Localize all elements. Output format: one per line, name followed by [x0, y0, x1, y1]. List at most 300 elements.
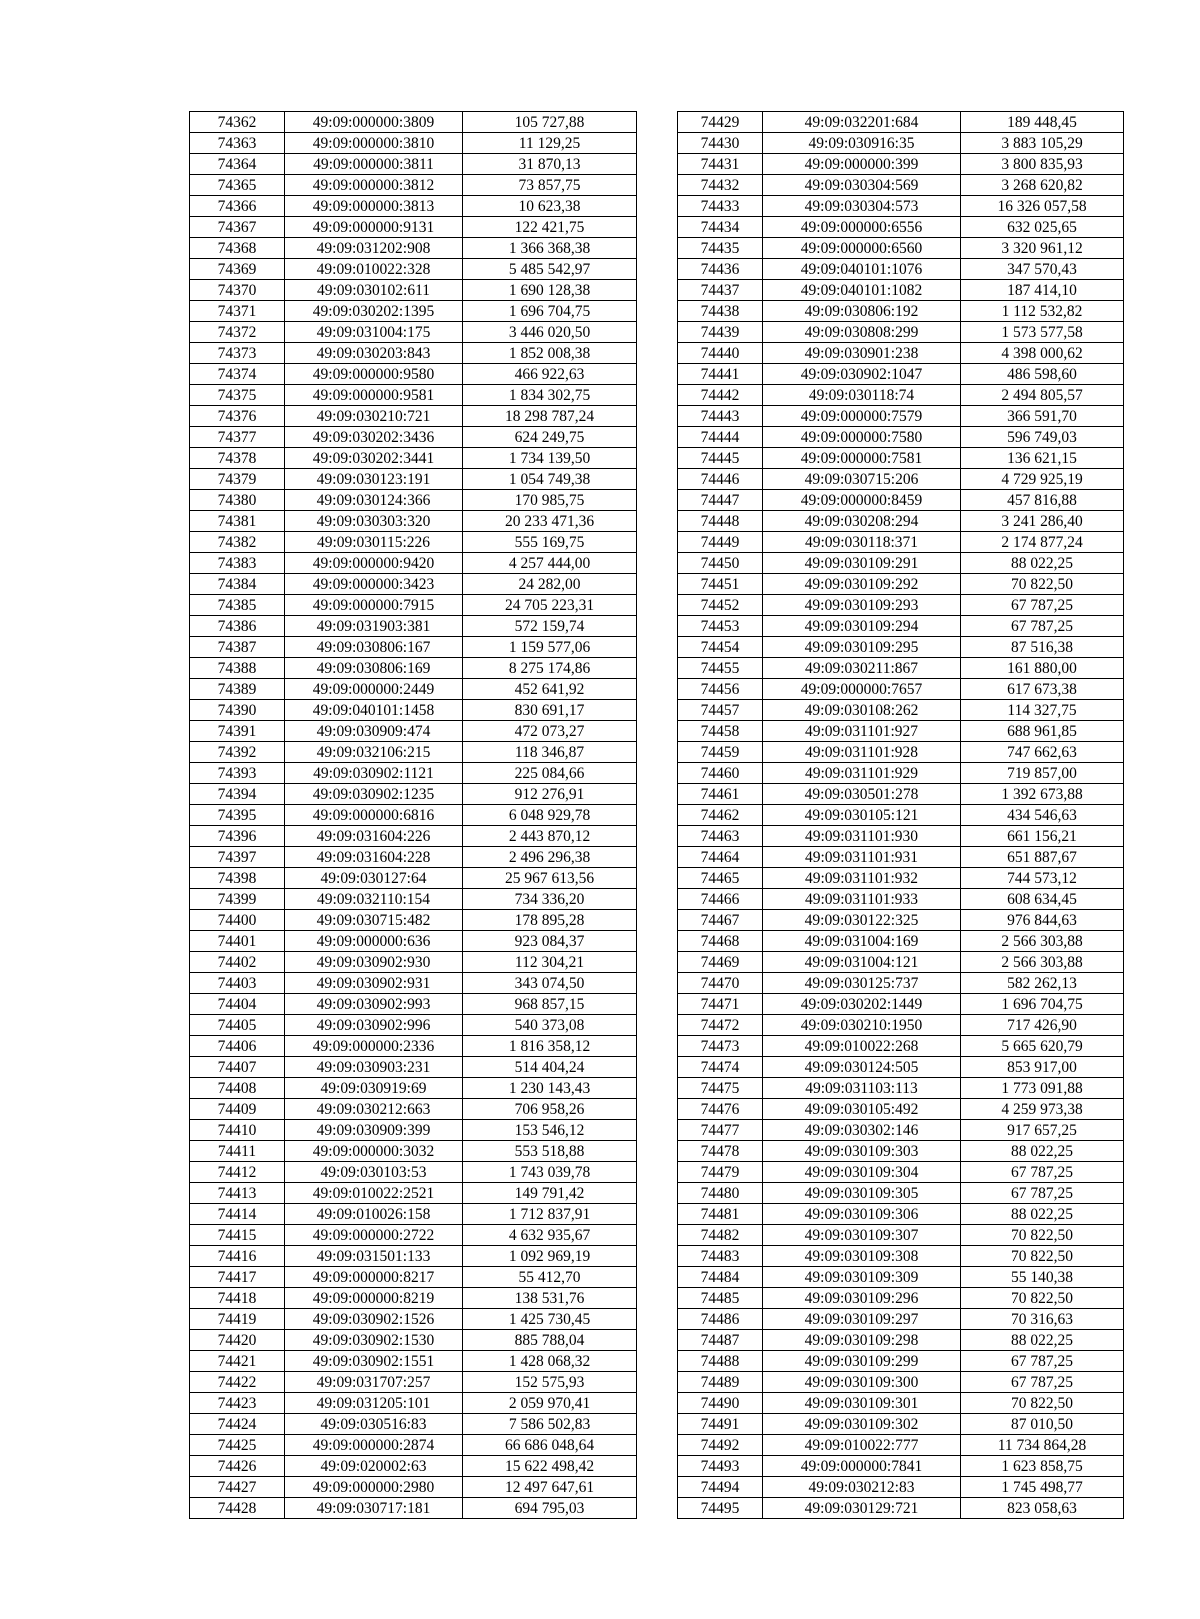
value-amount-cell: 457 816,88 — [961, 490, 1124, 511]
value-amount-cell: 67 787,25 — [961, 616, 1124, 637]
cadastral-number-cell: 49:09:030715:206 — [763, 469, 961, 490]
value-amount-cell: 596 749,03 — [961, 427, 1124, 448]
cadastral-number-cell: 49:09:010022:777 — [763, 1435, 961, 1456]
row-number-cell: 74473 — [678, 1036, 763, 1057]
row-number-cell: 74489 — [678, 1372, 763, 1393]
value-amount-cell: 88 022,25 — [961, 1204, 1124, 1225]
table-row — [190, 280, 637, 301]
row-number-cell: 74388 — [190, 658, 285, 679]
cadastral-number-cell: 49:09:000000:8459 — [763, 490, 961, 511]
row-number-cell: 74462 — [678, 805, 763, 826]
row-number-cell: 74461 — [678, 784, 763, 805]
table-row — [678, 1183, 1124, 1204]
value-amount-cell: 1 745 498,77 — [961, 1477, 1124, 1498]
value-amount-cell: 912 276,91 — [463, 784, 637, 805]
row-number-cell: 74365 — [190, 175, 285, 196]
cadastral-number-cell: 49:09:030902:1121 — [285, 763, 463, 784]
table-row — [678, 616, 1124, 637]
value-amount-cell: 20 233 471,36 — [463, 511, 637, 532]
table-row — [190, 1456, 637, 1477]
table-row — [190, 1372, 637, 1393]
value-amount-cell: 3 320 961,12 — [961, 238, 1124, 259]
value-amount-cell: 976 844,63 — [961, 910, 1124, 931]
row-number-cell: 74420 — [190, 1330, 285, 1351]
row-number-cell: 74451 — [678, 574, 763, 595]
row-number-cell: 74449 — [678, 532, 763, 553]
cadastral-number-cell: 49:09:030129:721 — [763, 1498, 961, 1519]
row-number-cell: 74453 — [678, 616, 763, 637]
cadastral-number-cell: 49:09:030109:309 — [763, 1267, 961, 1288]
value-amount-cell: 2 174 877,24 — [961, 532, 1124, 553]
table-row — [190, 637, 637, 658]
value-amount-cell: 366 591,70 — [961, 406, 1124, 427]
value-amount-cell: 885 788,04 — [463, 1330, 637, 1351]
value-amount-cell: 5 485 542,97 — [463, 259, 637, 280]
cadastral-number-cell: 49:09:030901:238 — [763, 343, 961, 364]
value-amount-cell: 1 112 532,82 — [961, 301, 1124, 322]
table-row — [678, 952, 1124, 973]
table-row — [678, 973, 1124, 994]
table-row — [678, 133, 1124, 154]
value-amount-cell: 149 791,42 — [463, 1183, 637, 1204]
table-row — [190, 1015, 637, 1036]
table-row — [678, 490, 1124, 511]
table-row — [190, 658, 637, 679]
row-number-cell: 74370 — [190, 280, 285, 301]
table-row — [678, 1078, 1124, 1099]
value-amount-cell: 3 800 835,93 — [961, 154, 1124, 175]
row-number-cell: 74443 — [678, 406, 763, 427]
row-number-cell: 74378 — [190, 448, 285, 469]
row-number-cell: 74459 — [678, 742, 763, 763]
table-row — [678, 217, 1124, 238]
cadastral-number-cell: 49:09:030105:121 — [763, 805, 961, 826]
table-row — [190, 952, 637, 973]
cadastral-number-cell: 49:09:031101:933 — [763, 889, 961, 910]
table-row — [678, 994, 1124, 1015]
row-number-cell: 74415 — [190, 1225, 285, 1246]
value-amount-cell: 170 985,75 — [463, 490, 637, 511]
row-number-cell: 74429 — [678, 112, 763, 133]
row-number-cell: 74412 — [190, 1162, 285, 1183]
value-amount-cell: 88 022,25 — [961, 553, 1124, 574]
table-row — [190, 1162, 637, 1183]
row-number-cell: 74426 — [190, 1456, 285, 1477]
table-row — [190, 175, 637, 196]
value-amount-cell: 87 010,50 — [961, 1414, 1124, 1435]
table-row — [190, 553, 637, 574]
table-row — [678, 427, 1124, 448]
table-row — [190, 112, 637, 133]
row-number-cell: 74470 — [678, 973, 763, 994]
cadastral-number-cell: 49:09:030303:320 — [285, 511, 463, 532]
table-row — [678, 658, 1124, 679]
cadastral-number-cell: 49:09:031101:932 — [763, 868, 961, 889]
value-amount-cell: 747 662,63 — [961, 742, 1124, 763]
row-number-cell: 74437 — [678, 280, 763, 301]
table-row — [190, 595, 637, 616]
table-row — [190, 448, 637, 469]
cadastral-number-cell: 49:09:030902:1047 — [763, 364, 961, 385]
value-amount-cell: 114 327,75 — [961, 700, 1124, 721]
table-row — [678, 553, 1124, 574]
value-amount-cell: 1 230 143,43 — [463, 1078, 637, 1099]
cadastral-number-cell: 49:09:000000:9580 — [285, 364, 463, 385]
value-amount-cell: 1 366 368,38 — [463, 238, 637, 259]
table-row — [190, 154, 637, 175]
value-amount-cell: 67 787,25 — [961, 1351, 1124, 1372]
cadastral-number-cell: 49:09:030902:993 — [285, 994, 463, 1015]
value-amount-cell: 347 570,43 — [961, 259, 1124, 280]
row-number-cell: 74469 — [678, 952, 763, 973]
value-amount-cell: 1 834 302,75 — [463, 385, 637, 406]
cadastral-number-cell: 49:09:000000:636 — [285, 931, 463, 952]
cadastral-number-cell: 49:09:030212:663 — [285, 1099, 463, 1120]
table-row — [190, 679, 637, 700]
value-amount-cell: 105 727,88 — [463, 112, 637, 133]
value-amount-cell: 608 634,45 — [961, 889, 1124, 910]
value-amount-cell: 1 696 704,75 — [463, 301, 637, 322]
table-row — [678, 1414, 1124, 1435]
cadastral-number-cell: 49:09:030909:474 — [285, 721, 463, 742]
cadastral-number-cell: 49:09:030902:1235 — [285, 784, 463, 805]
row-number-cell: 74425 — [190, 1435, 285, 1456]
cadastral-number-cell: 49:09:000000:3032 — [285, 1141, 463, 1162]
cadastral-number-cell: 49:09:000000:8219 — [285, 1288, 463, 1309]
value-amount-cell: 3 241 286,40 — [961, 511, 1124, 532]
row-number-cell: 74481 — [678, 1204, 763, 1225]
value-amount-cell: 25 967 613,56 — [463, 868, 637, 889]
value-amount-cell: 18 298 787,24 — [463, 406, 637, 427]
value-amount-cell: 514 404,24 — [463, 1057, 637, 1078]
cadastral-number-cell: 49:09:000000:2722 — [285, 1225, 463, 1246]
cadastral-number-cell: 49:09:000000:7581 — [763, 448, 961, 469]
cadastral-number-cell: 49:09:000000:3809 — [285, 112, 463, 133]
row-number-cell: 74416 — [190, 1246, 285, 1267]
table-row — [678, 238, 1124, 259]
row-number-cell: 74413 — [190, 1183, 285, 1204]
table-row — [678, 679, 1124, 700]
value-amount-cell: 4 259 973,38 — [961, 1099, 1124, 1120]
table-row — [678, 763, 1124, 784]
row-number-cell: 74484 — [678, 1267, 763, 1288]
value-amount-cell: 31 870,13 — [463, 154, 637, 175]
cadastral-number-cell: 49:09:030109:301 — [763, 1393, 961, 1414]
cadastral-number-cell: 49:09:000000:399 — [763, 154, 961, 175]
cadastral-number-cell: 49:09:000000:3811 — [285, 154, 463, 175]
row-number-cell: 74445 — [678, 448, 763, 469]
cadastral-number-cell: 49:09:031604:226 — [285, 826, 463, 847]
cadastral-number-cell: 49:09:000000:3813 — [285, 196, 463, 217]
table-row — [190, 973, 637, 994]
row-number-cell: 74409 — [190, 1099, 285, 1120]
table-row — [190, 1309, 637, 1330]
table-row — [678, 721, 1124, 742]
cadastral-number-cell: 49:09:000000:2336 — [285, 1036, 463, 1057]
row-number-cell: 74393 — [190, 763, 285, 784]
table-row — [678, 1267, 1124, 1288]
row-number-cell: 74441 — [678, 364, 763, 385]
table-row — [190, 1435, 637, 1456]
table-row — [678, 1141, 1124, 1162]
cadastral-number-cell: 49:09:030202:3441 — [285, 448, 463, 469]
value-amount-cell: 225 084,66 — [463, 763, 637, 784]
row-number-cell: 74373 — [190, 343, 285, 364]
value-amount-cell: 1 573 577,58 — [961, 322, 1124, 343]
value-amount-cell: 11 734 864,28 — [961, 1435, 1124, 1456]
value-amount-cell: 823 058,63 — [961, 1498, 1124, 1519]
row-number-cell: 74418 — [190, 1288, 285, 1309]
cadastral-number-cell: 49:09:030122:325 — [763, 910, 961, 931]
row-number-cell: 74439 — [678, 322, 763, 343]
cadastral-number-cell: 49:09:030109:297 — [763, 1309, 961, 1330]
table-row — [190, 1246, 637, 1267]
cadastral-number-cell: 49:09:032201:684 — [763, 112, 961, 133]
row-number-cell: 74414 — [190, 1204, 285, 1225]
cadastral-number-cell: 49:09:000000:7580 — [763, 427, 961, 448]
row-number-cell: 74468 — [678, 931, 763, 952]
row-number-cell: 74494 — [678, 1477, 763, 1498]
cadastral-number-cell: 49:09:000000:9581 — [285, 385, 463, 406]
cadastral-number-cell: 49:09:030903:231 — [285, 1057, 463, 1078]
table-row — [678, 154, 1124, 175]
value-amount-cell: 6 048 929,78 — [463, 805, 637, 826]
row-number-cell: 74430 — [678, 133, 763, 154]
value-amount-cell: 617 673,38 — [961, 679, 1124, 700]
table-row — [678, 1246, 1124, 1267]
value-amount-cell: 719 857,00 — [961, 763, 1124, 784]
row-number-cell: 74383 — [190, 553, 285, 574]
cadastral-number-cell: 49:09:031101:929 — [763, 763, 961, 784]
cadastral-number-cell: 49:09:030102:611 — [285, 280, 463, 301]
row-number-cell: 74436 — [678, 259, 763, 280]
table-row — [678, 1204, 1124, 1225]
cadastral-number-cell: 49:09:030109:291 — [763, 553, 961, 574]
cadastral-number-cell: 49:09:030210:1950 — [763, 1015, 961, 1036]
value-amount-cell: 2 566 303,88 — [961, 952, 1124, 973]
value-amount-cell: 572 159,74 — [463, 616, 637, 637]
table-row — [190, 931, 637, 952]
row-number-cell: 74479 — [678, 1162, 763, 1183]
row-number-cell: 74477 — [678, 1120, 763, 1141]
cadastral-number-cell: 49:09:030109:308 — [763, 1246, 961, 1267]
value-amount-cell: 1 690 128,38 — [463, 280, 637, 301]
table-row — [190, 868, 637, 889]
value-amount-cell: 734 336,20 — [463, 889, 637, 910]
row-number-cell: 74367 — [190, 217, 285, 238]
table-row — [678, 322, 1124, 343]
row-number-cell: 74444 — [678, 427, 763, 448]
cadastral-number-cell: 49:09:010026:158 — [285, 1204, 463, 1225]
value-amount-cell: 1 159 577,06 — [463, 637, 637, 658]
row-number-cell: 74390 — [190, 700, 285, 721]
value-amount-cell: 1 734 139,50 — [463, 448, 637, 469]
cadastral-number-cell: 49:09:030127:64 — [285, 868, 463, 889]
value-amount-cell: 1 054 749,38 — [463, 469, 637, 490]
cadastral-number-cell: 49:09:040101:1458 — [285, 700, 463, 721]
table-row — [678, 574, 1124, 595]
table-row — [678, 1309, 1124, 1330]
row-number-cell: 74405 — [190, 1015, 285, 1036]
cadastral-number-cell: 49:09:030304:569 — [763, 175, 961, 196]
cadastral-number-cell: 49:09:030109:299 — [763, 1351, 961, 1372]
value-amount-cell: 1 696 704,75 — [961, 994, 1124, 1015]
value-amount-cell: 2 566 303,88 — [961, 931, 1124, 952]
cadastral-number-cell: 49:09:030202:1449 — [763, 994, 961, 1015]
row-number-cell: 74440 — [678, 343, 763, 364]
cadastral-number-cell: 49:09:030516:83 — [285, 1414, 463, 1435]
table-row — [678, 1330, 1124, 1351]
row-number-cell: 74382 — [190, 532, 285, 553]
cadastral-number-cell: 49:09:030902:930 — [285, 952, 463, 973]
cadastral-number-cell: 49:09:031004:175 — [285, 322, 463, 343]
table-row — [190, 217, 637, 238]
table-row — [678, 595, 1124, 616]
cadastral-number-cell: 49:09:032110:154 — [285, 889, 463, 910]
row-number-cell: 74377 — [190, 427, 285, 448]
cadastral-number-cell: 49:09:030109:296 — [763, 1288, 961, 1309]
value-amount-cell: 2 496 296,38 — [463, 847, 637, 868]
row-number-cell: 74495 — [678, 1498, 763, 1519]
row-number-cell: 74387 — [190, 637, 285, 658]
cadastral-table-right — [677, 111, 1124, 1519]
table-row — [190, 1351, 637, 1372]
table-row — [190, 343, 637, 364]
table-row — [190, 1330, 637, 1351]
row-number-cell: 74450 — [678, 553, 763, 574]
table-row — [678, 1372, 1124, 1393]
table-row — [678, 1477, 1124, 1498]
value-amount-cell: 5 665 620,79 — [961, 1036, 1124, 1057]
cadastral-number-cell: 49:09:030109:292 — [763, 574, 961, 595]
cadastral-number-cell: 49:09:030902:996 — [285, 1015, 463, 1036]
value-amount-cell: 717 426,90 — [961, 1015, 1124, 1036]
cadastral-number-cell: 49:09:031707:257 — [285, 1372, 463, 1393]
row-number-cell: 74364 — [190, 154, 285, 175]
row-number-cell: 74362 — [190, 112, 285, 133]
value-amount-cell: 70 822,50 — [961, 574, 1124, 595]
cadastral-number-cell: 49:09:000000:2874 — [285, 1435, 463, 1456]
row-number-cell: 74480 — [678, 1183, 763, 1204]
table-row — [190, 133, 637, 154]
cadastral-number-cell: 49:09:031101:930 — [763, 826, 961, 847]
cadastral-table-left-body — [190, 112, 637, 1519]
table-row — [190, 1141, 637, 1162]
cadastral-number-cell: 49:09:030916:35 — [763, 133, 961, 154]
table-row — [190, 1267, 637, 1288]
row-number-cell: 74482 — [678, 1225, 763, 1246]
cadastral-number-cell: 49:09:030806:192 — [763, 301, 961, 322]
table-row — [678, 385, 1124, 406]
table-row — [678, 196, 1124, 217]
row-number-cell: 74381 — [190, 511, 285, 532]
value-amount-cell: 88 022,25 — [961, 1330, 1124, 1351]
table-row — [678, 406, 1124, 427]
table-row — [678, 826, 1124, 847]
cadastral-number-cell: 49:09:000000:7915 — [285, 595, 463, 616]
value-amount-cell: 55 412,70 — [463, 1267, 637, 1288]
row-number-cell: 74448 — [678, 511, 763, 532]
table-row — [678, 532, 1124, 553]
value-amount-cell: 661 156,21 — [961, 826, 1124, 847]
cadastral-number-cell: 49:09:030501:278 — [763, 784, 961, 805]
table-row — [190, 1393, 637, 1414]
table-row — [678, 805, 1124, 826]
cadastral-number-cell: 49:09:020002:63 — [285, 1456, 463, 1477]
table-row — [190, 1099, 637, 1120]
row-number-cell: 74427 — [190, 1477, 285, 1498]
table-row — [678, 637, 1124, 658]
row-number-cell: 74432 — [678, 175, 763, 196]
value-amount-cell: 152 575,93 — [463, 1372, 637, 1393]
row-number-cell: 74464 — [678, 847, 763, 868]
value-amount-cell: 15 622 498,42 — [463, 1456, 637, 1477]
row-number-cell: 74467 — [678, 910, 763, 931]
cadastral-number-cell: 49:09:000000:2449 — [285, 679, 463, 700]
cadastral-number-cell: 49:09:000000:9131 — [285, 217, 463, 238]
row-number-cell: 74472 — [678, 1015, 763, 1036]
value-amount-cell: 694 795,03 — [463, 1498, 637, 1519]
cadastral-number-cell: 49:09:030124:366 — [285, 490, 463, 511]
cadastral-number-cell: 49:09:030909:399 — [285, 1120, 463, 1141]
table-row — [678, 1120, 1124, 1141]
cadastral-number-cell: 49:09:000000:6560 — [763, 238, 961, 259]
value-amount-cell: 118 346,87 — [463, 742, 637, 763]
cadastral-number-cell: 49:09:000000:3423 — [285, 574, 463, 595]
cadastral-number-cell: 49:09:000000:7657 — [763, 679, 961, 700]
value-amount-cell: 138 531,76 — [463, 1288, 637, 1309]
table-row — [678, 301, 1124, 322]
table-row — [190, 364, 637, 385]
table-row — [190, 784, 637, 805]
cadastral-number-cell: 49:09:031103:113 — [763, 1078, 961, 1099]
cadastral-number-cell: 49:09:030109:307 — [763, 1225, 961, 1246]
row-number-cell: 74433 — [678, 196, 763, 217]
value-amount-cell: 1 816 358,12 — [463, 1036, 637, 1057]
cadastral-number-cell: 49:09:030108:262 — [763, 700, 961, 721]
value-amount-cell: 1 092 969,19 — [463, 1246, 637, 1267]
value-amount-cell: 486 598,60 — [961, 364, 1124, 385]
value-amount-cell: 4 729 925,19 — [961, 469, 1124, 490]
cadastral-number-cell: 49:09:030109:304 — [763, 1162, 961, 1183]
row-number-cell: 74493 — [678, 1456, 763, 1477]
cadastral-number-cell: 49:09:030125:737 — [763, 973, 961, 994]
table-row — [190, 889, 637, 910]
value-amount-cell: 553 518,88 — [463, 1141, 637, 1162]
row-number-cell: 74431 — [678, 154, 763, 175]
table-row — [678, 511, 1124, 532]
value-amount-cell: 466 922,63 — [463, 364, 637, 385]
row-number-cell: 74434 — [678, 217, 763, 238]
row-number-cell: 74394 — [190, 784, 285, 805]
table-row — [678, 742, 1124, 763]
row-number-cell: 74458 — [678, 721, 763, 742]
value-amount-cell: 4 398 000,62 — [961, 343, 1124, 364]
value-amount-cell: 632 025,65 — [961, 217, 1124, 238]
row-number-cell: 74404 — [190, 994, 285, 1015]
cadastral-number-cell: 49:09:030109:298 — [763, 1330, 961, 1351]
row-number-cell: 74471 — [678, 994, 763, 1015]
row-number-cell: 74465 — [678, 868, 763, 889]
row-number-cell: 74428 — [190, 1498, 285, 1519]
table-row — [678, 1099, 1124, 1120]
row-number-cell: 74474 — [678, 1057, 763, 1078]
value-amount-cell: 88 022,25 — [961, 1141, 1124, 1162]
row-number-cell: 74398 — [190, 868, 285, 889]
table-row — [678, 280, 1124, 301]
table-row — [190, 1477, 637, 1498]
cadastral-number-cell: 49:09:032106:215 — [285, 742, 463, 763]
